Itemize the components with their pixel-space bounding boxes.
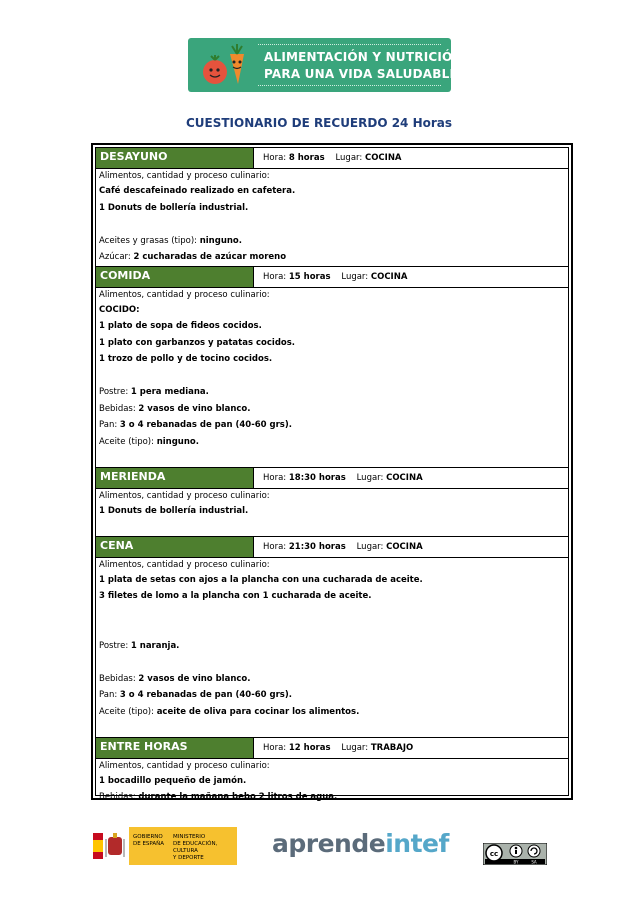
- hora-label: Hora:: [263, 153, 287, 163]
- lugar-label: Lugar:: [356, 541, 384, 552]
- spain-flag-stripe: [93, 840, 103, 852]
- meal-section-body: [96, 759, 568, 806]
- svg-text:BY: BY: [513, 859, 519, 865]
- lugar-value: COCINA: [386, 541, 423, 552]
- food-line-value: ninguno.: [199, 235, 242, 246]
- foods-subtitle: Alimentos, cantidad y proceso culinario:: [99, 289, 270, 300]
- food-line: [99, 638, 568, 655]
- meal-section-header: [96, 738, 568, 759]
- food-line: [99, 318, 568, 335]
- food-line-value: 2 cucharadas de azúcar moreno: [133, 252, 287, 262]
- banner-dotted-line-top: [258, 44, 441, 45]
- food-line-value: 1 trozo de pollo y de tocino cocidos.: [99, 354, 273, 364]
- food-line-value: aceite de oliva para cocinar los alimentos.: [156, 706, 360, 717]
- aprende-text: aprende: [272, 829, 386, 858]
- banner-line-1: ALIMENTACIÓN Y NUTRICIÓN: [264, 50, 463, 64]
- food-line-value: 3 o 4 rebanadas de pan (40-60 grs).: [119, 420, 292, 430]
- meal-name: CENA: [96, 537, 254, 557]
- food-line: [99, 351, 568, 368]
- meal-time-place: [263, 743, 413, 753]
- food-line-value: 1 pera mediana.: [130, 387, 209, 397]
- hora-value: 15 horas: [288, 271, 331, 282]
- food-line-value: 1 plata de setas con ajos a la plancha con una cucharada de aceite.: [99, 574, 423, 585]
- food-line: [99, 671, 568, 688]
- hora-label: Hora:: [263, 472, 287, 483]
- coat-of-arms-icon: [105, 831, 125, 861]
- vegetables-illustration: [196, 42, 256, 88]
- hora-label: Hora:: [263, 271, 287, 282]
- hora-value: 18:30 horas: [288, 472, 346, 483]
- food-line: [99, 335, 568, 352]
- hora-value: 21:30 horas: [288, 541, 346, 552]
- food-line-label: Bebidas:: [99, 792, 139, 802]
- food-line: [99, 233, 568, 250]
- food-line-label: Aceites y grasas (tipo):: [99, 235, 200, 246]
- food-line-value: 1 plato con garbanzos y patatas cocidos.: [99, 337, 296, 348]
- food-line: [99, 302, 568, 319]
- food-line: [99, 654, 568, 671]
- food-line: [99, 368, 568, 385]
- svg-text:cc: cc: [489, 850, 499, 858]
- foods-subtitle: Alimentos, cantidad y proceso culinario:: [99, 559, 270, 570]
- meal-section-body: [96, 288, 568, 467]
- meal-section-header: [96, 468, 568, 489]
- food-line-value: COCIDO:: [99, 304, 140, 315]
- food-line-label: Postre:: [99, 387, 131, 397]
- meal-section-body: [96, 489, 568, 536]
- header-banner: [188, 38, 463, 92]
- page-title: CUESTIONARIO DE RECUERDO 24 Horas: [185, 116, 453, 130]
- food-line: [99, 621, 568, 638]
- food-line-label: Pan:: [99, 690, 120, 700]
- lugar-label: Lugar:: [341, 271, 369, 282]
- ministerio-logo: [93, 827, 237, 865]
- food-line: [99, 519, 568, 536]
- food-line: [99, 401, 568, 418]
- lugar-label: Lugar:: [335, 153, 363, 163]
- meal-name: COMIDA: [96, 267, 254, 287]
- meal-section: [96, 148, 568, 267]
- food-line: [99, 450, 568, 467]
- meal-section-header: [96, 148, 568, 169]
- hora-label: Hora:: [263, 541, 287, 552]
- food-line: [99, 249, 568, 266]
- food-line-label: Bebidas:: [99, 403, 139, 414]
- food-line-value: 3 filetes de lomo a la plancha con 1 cucharada de aceite.: [99, 591, 372, 601]
- meal-time-place: [263, 153, 402, 163]
- food-line: [99, 384, 568, 401]
- lugar-value: COCINA: [386, 472, 423, 483]
- food-line-label: Aceite (tipo):: [99, 436, 157, 447]
- food-line-value: 1 bocadillo pequeño de jamón.: [99, 775, 247, 786]
- banner-line-2: PARA UNA VIDA SALUDABLE: [264, 67, 458, 81]
- food-line: [99, 773, 568, 790]
- lugar-label: Lugar:: [356, 472, 384, 483]
- food-line-label: Postre:: [99, 640, 131, 651]
- food-line: [99, 417, 568, 434]
- hora-label: Hora:: [263, 742, 287, 753]
- food-line: [99, 503, 568, 520]
- questionnaire-table: [91, 143, 573, 800]
- food-line-label: Azúcar:: [99, 252, 134, 262]
- food-line: [99, 605, 568, 622]
- meal-name: MERIENDA: [96, 468, 254, 488]
- foods-subtitle: Alimentos, cantidad y proceso culinario:: [99, 171, 270, 181]
- food-line-value: 2 vasos de vino blanco.: [138, 403, 251, 414]
- food-line-value: 2 vasos de vino blanco.: [138, 673, 251, 684]
- food-line-value: 1 Donuts de bollería industrial.: [99, 202, 249, 213]
- lugar-value: COCINA: [364, 153, 402, 163]
- hora-value: 12 horas: [288, 742, 331, 753]
- food-line: [99, 183, 568, 200]
- food-line: [99, 216, 568, 233]
- food-line: [99, 572, 568, 589]
- food-line: [99, 200, 568, 217]
- meal-section-header: [96, 267, 568, 288]
- food-line-label: Aceite (tipo):: [99, 706, 157, 717]
- ministerio-text: MINISTERIO DE EDUCACIÓN, CULTURA Y DEPORTE: [173, 834, 218, 861]
- banner-dotted-line-bottom: [258, 85, 441, 86]
- food-line-label: Pan:: [99, 420, 120, 430]
- meal-section: [96, 267, 568, 468]
- food-line: [99, 687, 568, 704]
- meal-section-header: [96, 537, 568, 558]
- food-line-value: ninguno.: [156, 436, 199, 447]
- meal-time-place: [263, 542, 423, 552]
- food-line: [99, 704, 568, 721]
- meal-section-body: [96, 169, 568, 266]
- food-line: [99, 789, 568, 806]
- gobierno-text: GOBIERNO DE ESPAÑA: [133, 834, 165, 847]
- meal-name: ENTRE HORAS: [96, 738, 254, 758]
- meal-name: DESAYUNO: [96, 148, 254, 168]
- meal-time-place: [263, 473, 423, 483]
- food-line: [99, 434, 568, 451]
- lugar-value: TRABAJO: [370, 742, 414, 753]
- food-line: [99, 588, 568, 605]
- hora-value: 8 horas: [288, 153, 325, 163]
- food-line-label: Bebidas:: [99, 673, 139, 684]
- svg-text:SA: SA: [531, 859, 537, 865]
- intef-text: intef: [385, 829, 449, 858]
- food-line: [99, 720, 568, 737]
- creative-commons-license-icon: [483, 843, 547, 865]
- meal-section: [96, 738, 568, 806]
- food-line-value: 1 plato de sopa de fideos cocidos.: [99, 321, 262, 331]
- meal-section-body: [96, 558, 568, 737]
- questionnaire-inner-border: [95, 147, 569, 802]
- meal-time-place: [263, 272, 407, 282]
- food-line-value: 1 Donuts de bollería industrial.: [99, 505, 249, 516]
- lugar-value: COCINA: [370, 271, 408, 282]
- lugar-label: Lugar:: [341, 742, 369, 753]
- food-line-value: Café descafeinado realizado en cafetera.: [99, 186, 296, 196]
- food-line-value: 3 o 4 rebanadas de pan (40-60 grs).: [119, 690, 292, 700]
- meal-section: [96, 468, 568, 537]
- food-line-value: 1 naranja.: [130, 640, 180, 651]
- foods-subtitle: Alimentos, cantidad y proceso culinario:: [99, 760, 270, 771]
- meal-section: [96, 537, 568, 738]
- aprende-intef-logo: [272, 829, 449, 858]
- foods-subtitle: Alimentos, cantidad y proceso culinario:: [99, 490, 270, 501]
- food-line-value: durante la mañana bebo 2 litros de agua.: [138, 792, 338, 802]
